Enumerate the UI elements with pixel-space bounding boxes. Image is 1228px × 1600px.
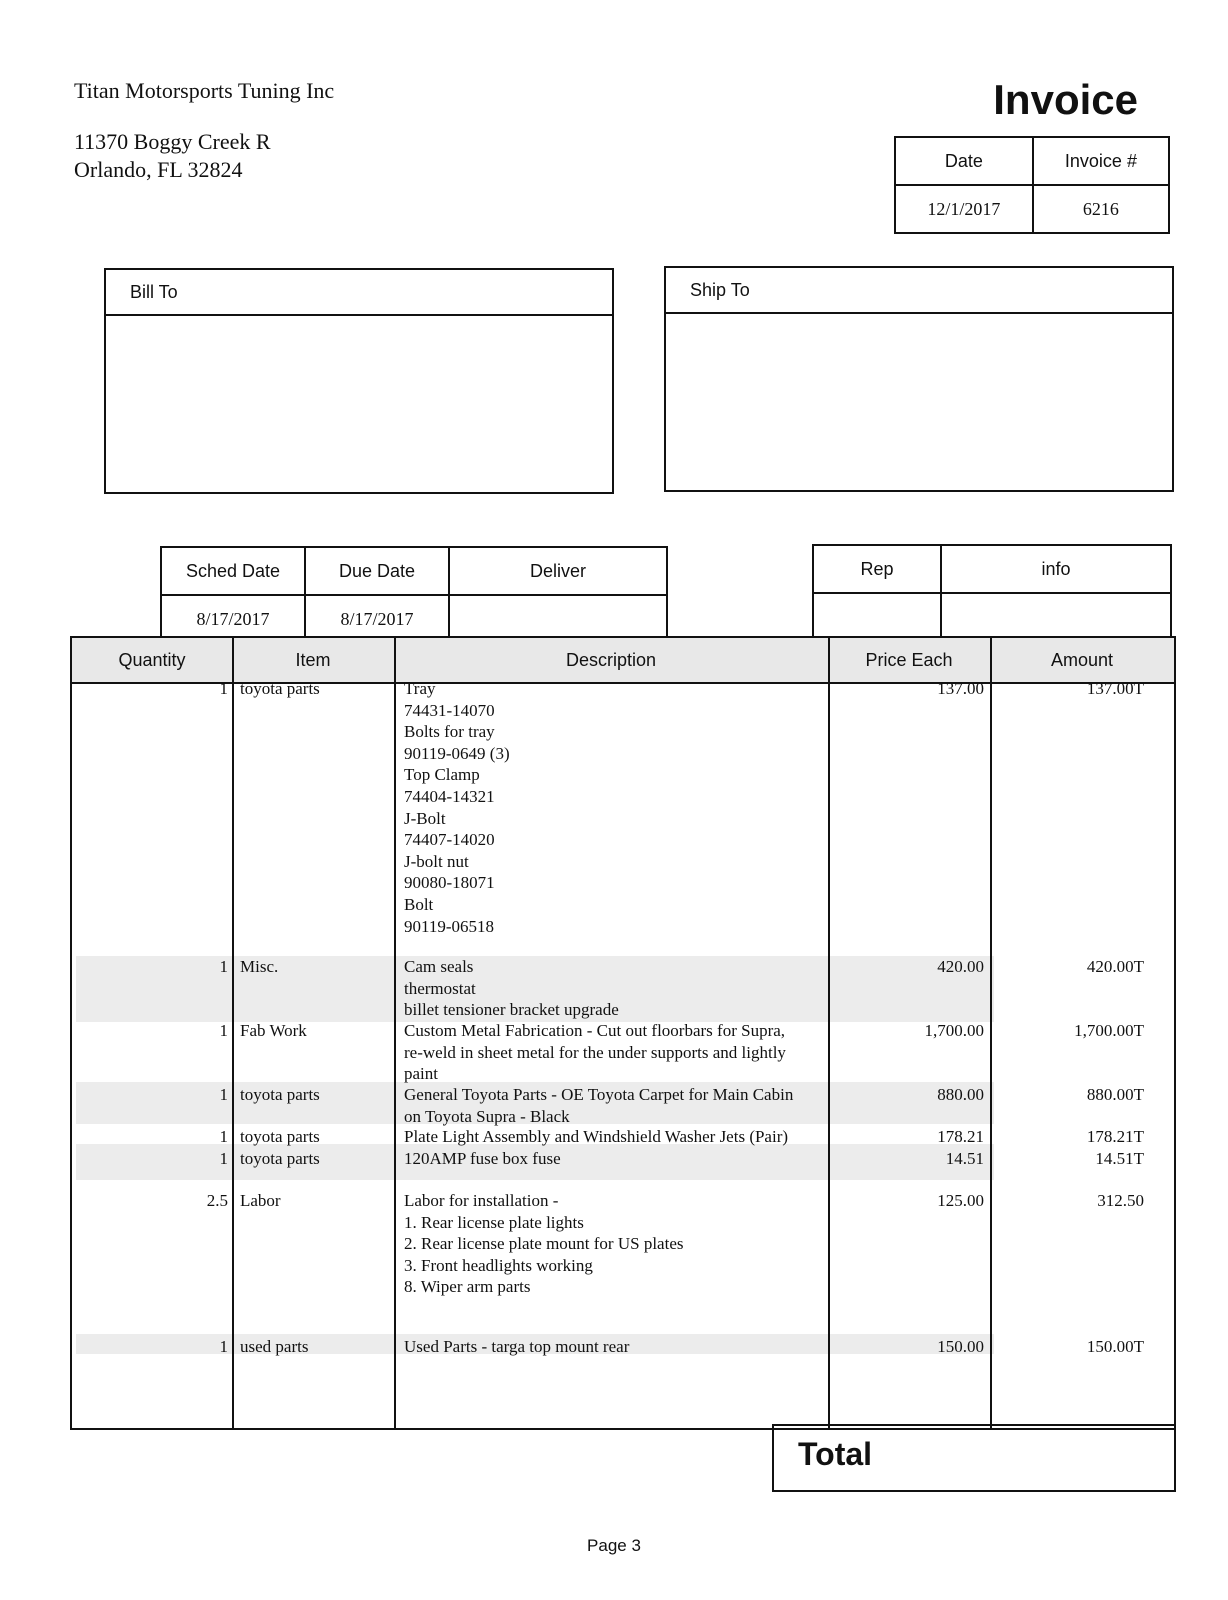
- page-number: Page 3: [587, 1536, 641, 1555]
- row-description: 120AMP fuse box fuse: [404, 1149, 561, 1168]
- bill-to-box: [104, 268, 614, 494]
- row-amount: 14.51T: [1095, 1149, 1144, 1168]
- date-label: Date: [895, 137, 1033, 185]
- row-price: 1,700.00: [924, 1021, 984, 1040]
- sched-date-label: Sched Date: [161, 547, 305, 595]
- row-item: Fab Work: [240, 1021, 307, 1040]
- total-box: [772, 1424, 1176, 1492]
- row-amount: 150.00T: [1086, 1337, 1144, 1356]
- row-amount: 178.21T: [1086, 1127, 1144, 1146]
- row-price: 150.00: [937, 1337, 984, 1356]
- row-amount: 137.00T: [1086, 679, 1144, 698]
- invoice-number-value: 6216: [1033, 185, 1169, 233]
- address-line-2: Orlando, FL 32824: [74, 157, 243, 182]
- column-divider: [828, 638, 830, 1428]
- sched-date-value: 8/17/2017: [161, 595, 305, 643]
- invoice-meta-table: [894, 136, 1170, 234]
- rep-table: [812, 544, 1172, 642]
- column-description: Description: [565, 650, 657, 670]
- row-description: Used Parts - targa top mount rear: [404, 1337, 630, 1356]
- row-quantity: 1: [219, 957, 228, 976]
- invoice-number-label: Invoice #: [1033, 137, 1169, 185]
- schedule-table: [160, 546, 668, 644]
- address-line-1: 11370 Boggy Creek R: [74, 129, 271, 154]
- row-description: Tray 74431-14070 Bolts for tray 90119-0649 (3) Top Clamp 74404-14321 J-Bolt 74407-14020 J-bolt nut 90080-18071 Bolt 90119-06518: [404, 679, 510, 936]
- row-item: toyota parts: [240, 1127, 320, 1146]
- column-price-each: Price Each: [865, 650, 953, 670]
- row-description: Custom Metal Fabrication - Cut out floorbars for Supra, re-weld in sheet metal for the under supports and lightly paint: [404, 1021, 786, 1084]
- row-quantity: 1: [219, 1337, 228, 1356]
- row-quantity: 1: [219, 1149, 228, 1168]
- row-description: Labor for installation - 1. Rear license plate lights 2. Rear license plate mount for US plates 3. Front headlights working 8. Wiper arm parts: [404, 1191, 684, 1297]
- row-quantity: 1: [219, 1127, 228, 1146]
- row-item: toyota parts: [240, 1085, 320, 1104]
- ship-to-label: Ship To: [666, 268, 1172, 314]
- row-quantity: 1: [219, 1085, 228, 1104]
- row-item: toyota parts: [240, 679, 320, 698]
- rep-label: Rep: [813, 545, 941, 593]
- row-item: Misc.: [240, 957, 279, 976]
- due-date-label: Due Date: [305, 547, 449, 595]
- row-item: toyota parts: [240, 1149, 320, 1168]
- column-quantity: Quantity: [118, 650, 186, 670]
- column-amount: Amount: [1050, 650, 1114, 670]
- row-amount: 1,700.00T: [1074, 1021, 1144, 1040]
- document-title: Invoice: [993, 76, 1138, 123]
- info-value: [941, 593, 1171, 641]
- column-divider: [990, 638, 992, 1428]
- row-amount: 312.50: [1097, 1191, 1144, 1210]
- rep-value: [813, 593, 941, 641]
- row-price: 880.00: [937, 1085, 984, 1104]
- row-amount: 420.00T: [1086, 957, 1144, 976]
- row-price: 125.00: [937, 1191, 984, 1210]
- company-address: [74, 128, 271, 184]
- bill-to-label: Bill To: [106, 270, 612, 316]
- total-label: Total: [798, 1436, 873, 1472]
- row-price: 137.00: [937, 679, 984, 698]
- line-items-table: [70, 636, 1176, 1430]
- info-label: info: [941, 545, 1171, 593]
- date-value: 12/1/2017: [895, 185, 1033, 233]
- row-price: 14.51: [945, 1149, 984, 1168]
- row-quantity: 1: [219, 1021, 228, 1040]
- row-quantity: 1: [219, 679, 228, 698]
- column-item: Item: [295, 650, 331, 670]
- row-item: used parts: [240, 1337, 309, 1356]
- row-description: Cam seals thermostat billet tensioner bracket upgrade: [404, 957, 619, 1020]
- due-date-value: 8/17/2017: [305, 595, 449, 643]
- row-description: Plate Light Assembly and Windshield Washer Jets (Pair): [404, 1127, 789, 1146]
- row-price: 178.21: [937, 1127, 984, 1146]
- deliver-label: Deliver: [449, 547, 667, 595]
- row-amount: 880.00T: [1086, 1085, 1144, 1104]
- ship-to-box: [664, 266, 1174, 492]
- company-name: Titan Motorsports Tuning Inc: [74, 78, 335, 103]
- row-description: General Toyota Parts - OE Toyota Carpet for Main Cabin on Toyota Supra - Black: [404, 1085, 794, 1126]
- row-price: 420.00: [937, 957, 984, 976]
- row-item: Labor: [240, 1191, 281, 1210]
- column-divider: [232, 638, 234, 1428]
- row-quantity: 2.5: [206, 1191, 228, 1210]
